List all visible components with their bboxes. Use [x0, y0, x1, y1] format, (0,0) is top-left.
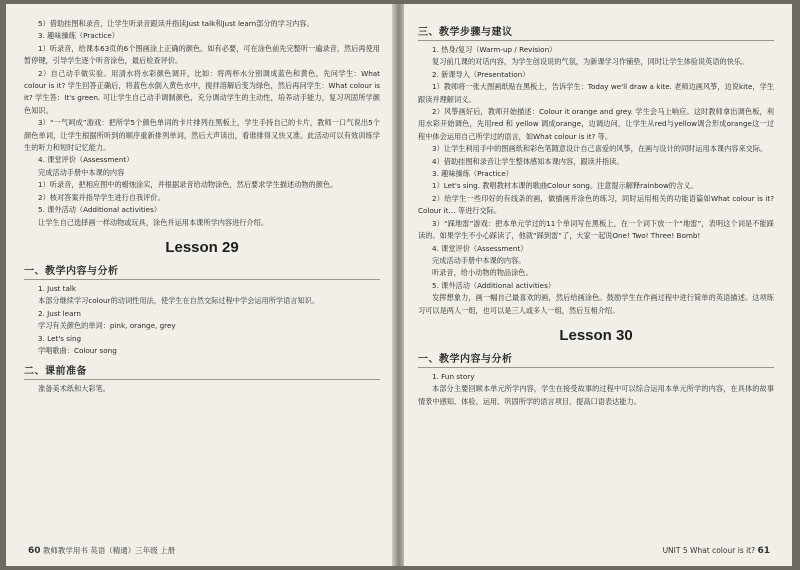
- paragraph: 1）Let's sing. 教唱教材本课的歌曲Colour song。注意提示解释rainbow的含义。: [432, 181, 698, 191]
- lesson-title: Lesson 30: [559, 326, 633, 344]
- step-heading: 3. 趣味操练（Practice）: [432, 169, 513, 179]
- paragraph: 完成活动手册中本课的内容。: [432, 255, 526, 265]
- paragraph: 5）借助挂图和录音，让学生听录音跟读并指读Just talk和Just learn部分的学习内容。: [38, 19, 314, 28]
- section-heading: 一、教学内容与分析: [418, 350, 774, 368]
- paragraph: 1）听录音，把相应图中的蜡烛涂实，并根据录音给动物涂色，然后要求学生描述动物的颜色。: [38, 180, 338, 190]
- paragraph: 2）自己动手做实验。用清水将水彩颜色调开，比如：将两杯水分别调成蓝色和黄色，先问学生：What colour is it? 学生回答正确后，将蓝色水倒入黄色水中，搅拌溶解后变为绿色，然后再问学生：What colour is it? 学生答：It's green. 可让学生自己动手调制颜色，充分调动学生的主动性，培养动手能力，复习巩固所学颜色知识。: [24, 68, 380, 115]
- step-heading: 5. 课外活动（Additional activities）: [38, 205, 162, 215]
- paragraph: 准备美术纸和大彩笔。: [38, 384, 110, 394]
- item-heading: 1. Just talk: [38, 283, 77, 293]
- paragraph: 学习有关颜色的单词：pink, orange, grey: [38, 321, 176, 331]
- step-heading: 1. 热身/复习（Warm-up / Revision）: [432, 45, 557, 54]
- item-heading: 2. Just learn: [38, 308, 81, 318]
- running-footer: UNIT 5 What colour is it?: [662, 546, 756, 555]
- paragraph: 本部分主要回顾本单元所学内容，学生在接受故事的过程中可以综合运用本单元所学的内容，在具体的故事情景中感知、体验、运用、巩固所学的语言项目，提高口语表达能力。: [418, 384, 774, 406]
- paragraph: 2）给学生一些印好的有线条的画，做描画并涂色的练习，同时运用相关的功能语篇如What colour is it? Colour it… 等进行交际。: [418, 193, 774, 216]
- paragraph: 完成活动手册中本课的内容: [38, 167, 125, 177]
- step-heading: 4. 课堂评价（Assessment）: [432, 243, 528, 253]
- page-number: 60: [28, 546, 41, 556]
- page-number: 61: [757, 546, 770, 556]
- page-footer: [28, 545, 175, 556]
- page-footer: [663, 546, 770, 556]
- paragraph: 听录音，给小动物的物品涂色。: [432, 268, 533, 278]
- right-page: [404, 4, 792, 566]
- section-heading: 三、教学步骤与建议: [418, 23, 774, 41]
- step-heading: 5. 课外活动（Additional activities）: [432, 280, 556, 290]
- paragraph: 复习前几课的对话内容，为学生创设说的气氛，为新课学习作铺垫，同时让学生体验说英语的快乐。: [432, 57, 749, 67]
- running-footer: 教师教学用书 英语（精通）三年级 上册: [42, 546, 176, 555]
- step-heading: 2. 新课导入（Presentation）: [432, 69, 530, 79]
- paragraph: 发挥想象力，画一幅自己最喜欢的画，然后给画涂色。鼓励学生在作画过程中进行简单的英语描述。这项练习可以是两人一组，也可以是三人或多人一组，然后互相介绍。: [418, 293, 774, 315]
- paragraph: 2）风筝画好后，教师开始描述：Colour it orange and grey. 学生会马上响应。这时教师拿出调色板，利用水彩开始调色，先用red 和 yellow 调成orange，边调边问，让学生从red与yellow调合形成orange这一过程中体会运用自己所学过的语言，如What colour is it? 等。: [418, 107, 774, 141]
- step-heading: 4. 课堂评价（Assessment）: [38, 155, 134, 165]
- lesson-title: Lesson 29: [165, 238, 239, 256]
- paragraph: 让学生自己选择画一样动物或玩具，涂色并运用本课所学内容进行介绍。: [38, 217, 269, 227]
- paragraph: 学唱歌曲：Colour song: [38, 345, 117, 355]
- paragraph: 本部分继续学习colour的动词性用法，使学生在自然交际过程中学会运用所学语言知识。: [38, 296, 320, 306]
- paragraph: 3）“一气呵成”游戏：把所学5个颜色单词的卡片排列在黑板上，学生手持自己的卡片，教师一口气说出5个颜色单词，让学生根据所听到的顺序重新排列单词，然后大声读出，看谁排得又快又准。此活动可以有效训练学生的听力和短时记忆能力。: [24, 118, 380, 153]
- step-heading: 3. 趣味操练（Practice）: [38, 31, 119, 41]
- paragraph: 2）核对答案并指导学生进行自我评价。: [38, 192, 165, 202]
- paragraph: 1）听录音，给课本63页的6个图画涂上正确的颜色。如有必要，可在涂色前先完整听一遍录音，然后再使用暂停键，引导学生逐个听音涂色，最后检查评价。: [24, 43, 380, 66]
- paragraph: 4）借助挂图和录音让学生整体感知本课内容，跟读并指读。: [432, 156, 624, 166]
- section-heading: 一、教学内容与分析: [24, 262, 380, 280]
- left-page: [6, 4, 394, 566]
- paragraph: 3）“踩地雷”游戏：把本单元学过的11个单词写在黑板上，在一个词下放一个“地雷”，表明这个词是不能踩读的。如果学生不小心踩读了，他就“踩到雷”了，大家一起说One! Two! Three! Bomb!: [418, 218, 774, 241]
- item-heading: 1. Fun story: [432, 371, 475, 381]
- item-heading: 3. Let's sing: [38, 333, 82, 343]
- paragraph: 1）教师将一张大图画纸贴在黑板上，告诉学生：Today we'll draw a kite. 老师边画风筝，边说kite，学生跟读并理解词义。: [418, 82, 774, 104]
- section-heading: 二、课前准备: [24, 362, 380, 380]
- paragraph: 3）让学生利用手中的图画纸和彩色笔随意设计自己喜爱的风筝，在画与设计的同时运用本课内容来交际。: [432, 144, 768, 154]
